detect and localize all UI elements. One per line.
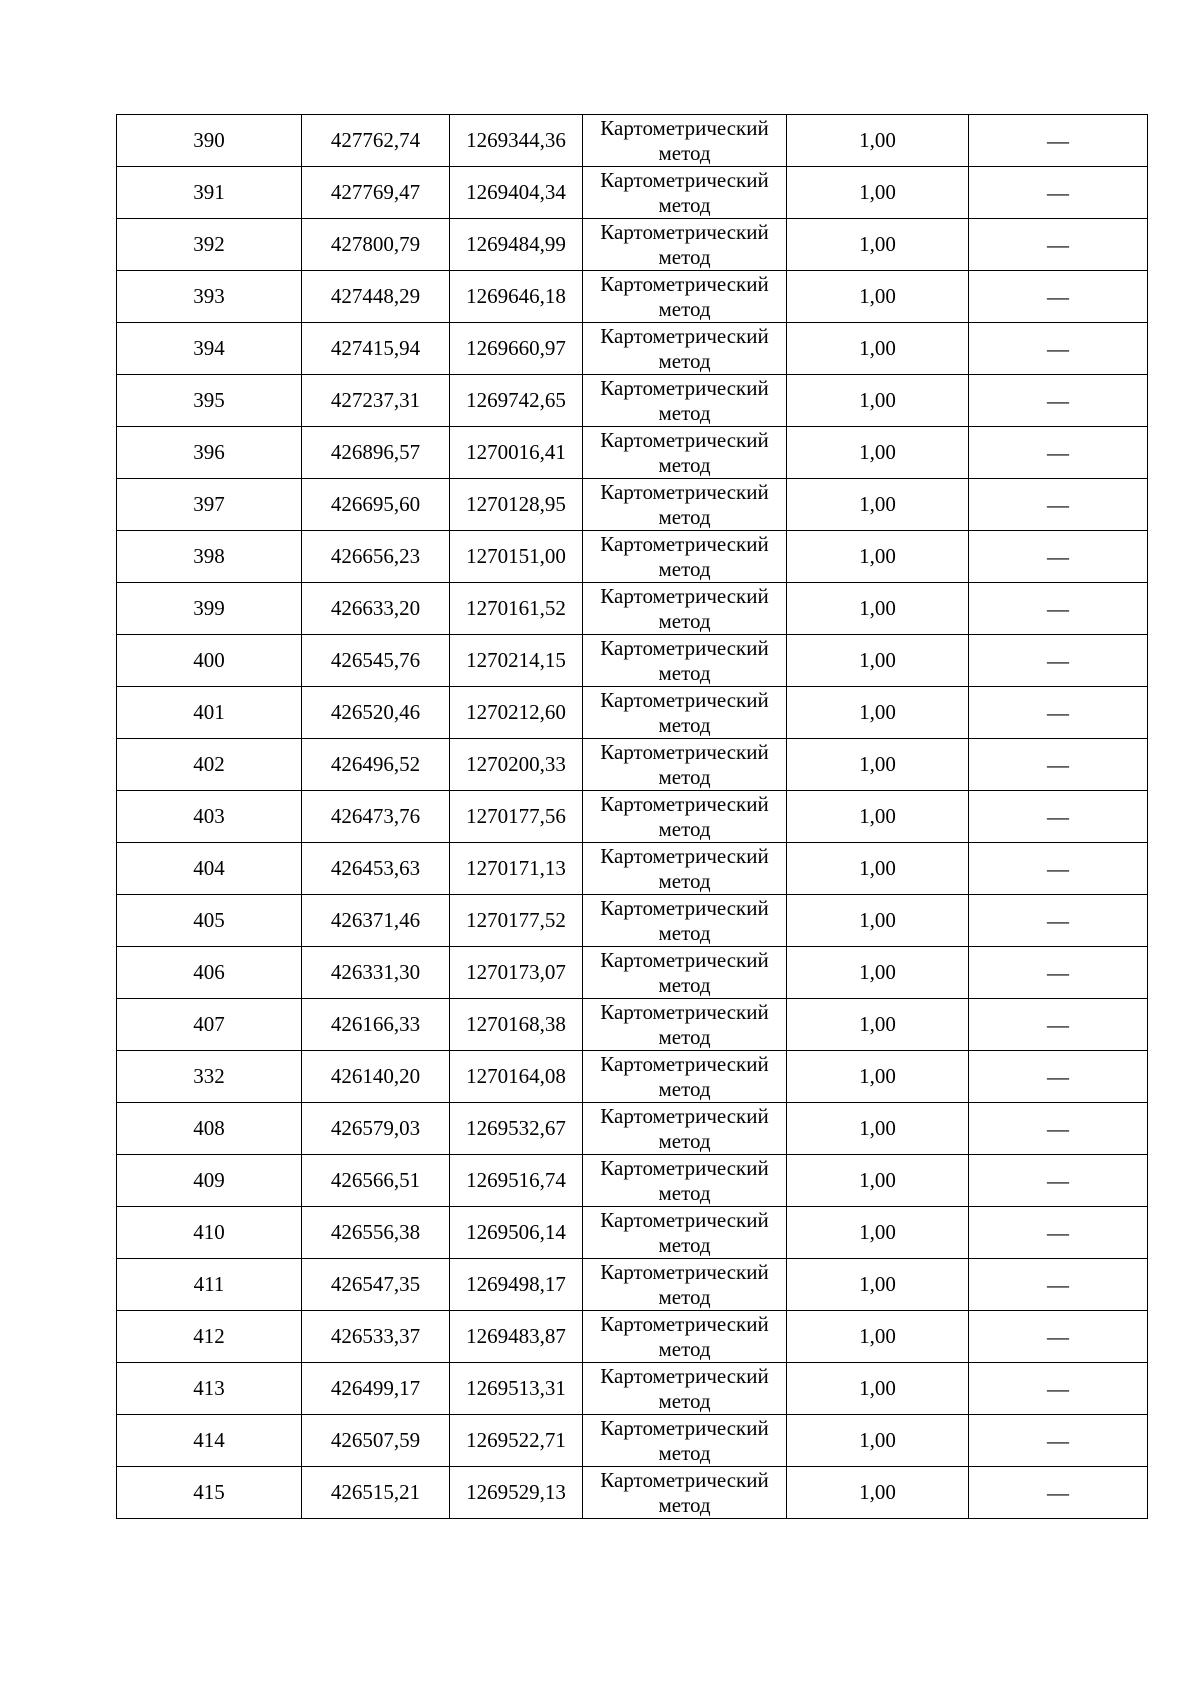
y-coordinate-cell: 1270173,07	[450, 947, 583, 999]
method-cell	[583, 1467, 787, 1519]
note-cell: —	[969, 1207, 1148, 1259]
x-coordinate-cell: 426533,37	[302, 1311, 450, 1363]
method-text-line-1: Картометрический	[600, 1051, 769, 1076]
coordinates-table-body	[117, 115, 1148, 1519]
method-text-line-1: Картометрический	[600, 375, 769, 400]
note-cell: —	[969, 219, 1148, 271]
method-text-line-1: Картометрический	[600, 323, 769, 348]
method-cell	[583, 687, 787, 739]
method-text-line-2: метод	[658, 712, 711, 737]
method-text-line-1: Картометрический	[600, 219, 769, 244]
note-cell: —	[969, 427, 1148, 479]
table-row	[117, 115, 1148, 167]
accuracy-cell: 1,00	[787, 739, 969, 791]
table-row	[117, 583, 1148, 635]
method-text-line-1: Картометрический	[600, 687, 769, 712]
note-cell: —	[969, 167, 1148, 219]
table-row	[117, 1415, 1148, 1467]
point-number-cell: 391	[117, 167, 302, 219]
y-coordinate-cell: 1269742,65	[450, 375, 583, 427]
method-cell	[583, 1415, 787, 1467]
method-text-line-1: Картометрический	[600, 1467, 769, 1492]
point-number-cell: 395	[117, 375, 302, 427]
method-text-line-1: Картометрический	[600, 635, 769, 660]
note-cell: —	[969, 583, 1148, 635]
accuracy-cell: 1,00	[787, 635, 969, 687]
x-coordinate-cell: 426496,52	[302, 739, 450, 791]
accuracy-cell: 1,00	[787, 479, 969, 531]
accuracy-cell: 1,00	[787, 1415, 969, 1467]
x-coordinate-cell: 426507,59	[302, 1415, 450, 1467]
method-cell	[583, 271, 787, 323]
y-coordinate-cell: 1270151,00	[450, 531, 583, 583]
method-text-line-1: Картометрический	[600, 1103, 769, 1128]
accuracy-cell: 1,00	[787, 999, 969, 1051]
accuracy-cell: 1,00	[787, 271, 969, 323]
x-coordinate-cell: 426499,17	[302, 1363, 450, 1415]
x-coordinate-cell: 426633,20	[302, 583, 450, 635]
method-text-line-1: Картометрический	[600, 843, 769, 868]
method-text-line-2: метод	[658, 504, 711, 529]
method-text-line-1: Картометрический	[600, 427, 769, 452]
method-text-line-2: метод	[658, 1232, 711, 1257]
point-number-cell: 392	[117, 219, 302, 271]
point-number-cell: 413	[117, 1363, 302, 1415]
accuracy-cell: 1,00	[787, 947, 969, 999]
accuracy-cell: 1,00	[787, 843, 969, 895]
x-coordinate-cell: 427237,31	[302, 375, 450, 427]
y-coordinate-cell: 1269498,17	[450, 1259, 583, 1311]
point-number-cell: 402	[117, 739, 302, 791]
method-text-line-2: метод	[658, 400, 711, 425]
table-row	[117, 1363, 1148, 1415]
table-row	[117, 947, 1148, 999]
note-cell: —	[969, 531, 1148, 583]
x-coordinate-cell: 426566,51	[302, 1155, 450, 1207]
point-number-cell: 408	[117, 1103, 302, 1155]
method-text-line-1: Картометрический	[600, 1207, 769, 1232]
y-coordinate-cell: 1270177,52	[450, 895, 583, 947]
method-text-line-2: метод	[658, 1128, 711, 1153]
accuracy-cell: 1,00	[787, 167, 969, 219]
method-cell	[583, 531, 787, 583]
method-text-line-2: метод	[658, 1180, 711, 1205]
point-number-cell: 407	[117, 999, 302, 1051]
method-text-line-1: Картометрический	[600, 999, 769, 1024]
method-text-line-2: метод	[658, 452, 711, 477]
method-cell	[583, 427, 787, 479]
method-text-line-2: метод	[658, 1284, 711, 1309]
method-cell	[583, 1363, 787, 1415]
method-text-line-2: метод	[658, 972, 711, 997]
y-coordinate-cell: 1269484,99	[450, 219, 583, 271]
method-text-line-1: Картометрический	[600, 531, 769, 556]
method-text-line-2: метод	[658, 764, 711, 789]
method-text-line-2: метод	[658, 868, 711, 893]
accuracy-cell: 1,00	[787, 1259, 969, 1311]
point-number-cell: 401	[117, 687, 302, 739]
point-number-cell: 403	[117, 791, 302, 843]
table-row	[117, 1155, 1148, 1207]
method-text-line-1: Картометрический	[600, 1259, 769, 1284]
y-coordinate-cell: 1269646,18	[450, 271, 583, 323]
method-text-line-1: Картометрический	[600, 1155, 769, 1180]
accuracy-cell: 1,00	[787, 531, 969, 583]
method-cell	[583, 947, 787, 999]
note-cell: —	[969, 1311, 1148, 1363]
accuracy-cell: 1,00	[787, 427, 969, 479]
note-cell: —	[969, 687, 1148, 739]
table-row	[117, 271, 1148, 323]
table-row	[117, 739, 1148, 791]
x-coordinate-cell: 426371,46	[302, 895, 450, 947]
note-cell: —	[969, 271, 1148, 323]
accuracy-cell: 1,00	[787, 1051, 969, 1103]
method-text-line-1: Картометрический	[600, 1415, 769, 1440]
y-coordinate-cell: 1270214,15	[450, 635, 583, 687]
note-cell: —	[969, 843, 1148, 895]
point-number-cell: 414	[117, 1415, 302, 1467]
method-text-line-1: Картометрический	[600, 271, 769, 296]
note-cell: —	[969, 1259, 1148, 1311]
y-coordinate-cell: 1270128,95	[450, 479, 583, 531]
method-cell	[583, 167, 787, 219]
x-coordinate-cell: 427800,79	[302, 219, 450, 271]
table-row	[117, 843, 1148, 895]
note-cell: —	[969, 947, 1148, 999]
x-coordinate-cell: 426453,63	[302, 843, 450, 895]
table-row	[117, 999, 1148, 1051]
note-cell: —	[969, 115, 1148, 167]
table-row	[117, 1051, 1148, 1103]
method-text-line-1: Картометрический	[600, 739, 769, 764]
method-text-line-2: метод	[658, 920, 711, 945]
method-text-line-1: Картометрический	[600, 167, 769, 192]
note-cell: —	[969, 1051, 1148, 1103]
method-cell	[583, 1155, 787, 1207]
method-text-line-2: метод	[658, 1440, 711, 1465]
note-cell: —	[969, 479, 1148, 531]
y-coordinate-cell: 1269513,31	[450, 1363, 583, 1415]
y-coordinate-cell: 1269660,97	[450, 323, 583, 375]
method-text-line-2: метод	[658, 816, 711, 841]
point-number-cell: 405	[117, 895, 302, 947]
method-text-line-2: метод	[658, 192, 711, 217]
note-cell: —	[969, 375, 1148, 427]
method-text-line-1: Картометрический	[600, 115, 769, 140]
y-coordinate-cell: 1269483,87	[450, 1311, 583, 1363]
point-number-cell: 415	[117, 1467, 302, 1519]
y-coordinate-cell: 1269529,13	[450, 1467, 583, 1519]
note-cell: —	[969, 635, 1148, 687]
point-number-cell: 404	[117, 843, 302, 895]
x-coordinate-cell: 427415,94	[302, 323, 450, 375]
table-row	[117, 479, 1148, 531]
method-cell	[583, 1051, 787, 1103]
note-cell: —	[969, 739, 1148, 791]
accuracy-cell: 1,00	[787, 1103, 969, 1155]
table-row	[117, 1207, 1148, 1259]
y-coordinate-cell: 1269506,14	[450, 1207, 583, 1259]
table-row	[117, 687, 1148, 739]
method-cell	[583, 1259, 787, 1311]
x-coordinate-cell: 426545,76	[302, 635, 450, 687]
x-coordinate-cell: 426473,76	[302, 791, 450, 843]
y-coordinate-cell: 1270212,60	[450, 687, 583, 739]
method-cell	[583, 1103, 787, 1155]
note-cell: —	[969, 1467, 1148, 1519]
table-row	[117, 1467, 1148, 1519]
method-text-line-2: метод	[658, 140, 711, 165]
table-row	[117, 323, 1148, 375]
point-number-cell: 394	[117, 323, 302, 375]
x-coordinate-cell: 427448,29	[302, 271, 450, 323]
point-number-cell: 400	[117, 635, 302, 687]
x-coordinate-cell: 426556,38	[302, 1207, 450, 1259]
point-number-cell: 390	[117, 115, 302, 167]
x-coordinate-cell: 427762,74	[302, 115, 450, 167]
y-coordinate-cell: 1269404,34	[450, 167, 583, 219]
method-cell	[583, 479, 787, 531]
note-cell: —	[969, 895, 1148, 947]
x-coordinate-cell: 426166,33	[302, 999, 450, 1051]
method-text-line-2: метод	[658, 1076, 711, 1101]
method-cell	[583, 583, 787, 635]
y-coordinate-cell: 1269516,74	[450, 1155, 583, 1207]
method-cell	[583, 1311, 787, 1363]
accuracy-cell: 1,00	[787, 1363, 969, 1415]
point-number-cell: 409	[117, 1155, 302, 1207]
method-text-line-2: метод	[658, 1388, 711, 1413]
y-coordinate-cell: 1270016,41	[450, 427, 583, 479]
method-cell	[583, 843, 787, 895]
table-row	[117, 427, 1148, 479]
point-number-cell: 397	[117, 479, 302, 531]
y-coordinate-cell: 1270200,33	[450, 739, 583, 791]
x-coordinate-cell: 426515,21	[302, 1467, 450, 1519]
y-coordinate-cell: 1270164,08	[450, 1051, 583, 1103]
accuracy-cell: 1,00	[787, 1155, 969, 1207]
point-number-cell: 399	[117, 583, 302, 635]
point-number-cell: 332	[117, 1051, 302, 1103]
y-coordinate-cell: 1270171,13	[450, 843, 583, 895]
accuracy-cell: 1,00	[787, 1207, 969, 1259]
method-cell	[583, 999, 787, 1051]
point-number-cell: 393	[117, 271, 302, 323]
x-coordinate-cell: 426520,46	[302, 687, 450, 739]
coordinates-table	[116, 114, 1148, 1519]
method-text-line-2: метод	[658, 296, 711, 321]
accuracy-cell: 1,00	[787, 375, 969, 427]
method-text-line-1: Картометрический	[600, 895, 769, 920]
method-text-line-1: Картометрический	[600, 1311, 769, 1336]
accuracy-cell: 1,00	[787, 219, 969, 271]
method-text-line-1: Картометрический	[600, 583, 769, 608]
table-row	[117, 895, 1148, 947]
x-coordinate-cell: 426140,20	[302, 1051, 450, 1103]
method-cell	[583, 219, 787, 271]
table-row	[117, 635, 1148, 687]
y-coordinate-cell: 1270161,52	[450, 583, 583, 635]
table-row	[117, 219, 1148, 271]
accuracy-cell: 1,00	[787, 583, 969, 635]
table-row	[117, 791, 1148, 843]
point-number-cell: 410	[117, 1207, 302, 1259]
method-text-line-2: метод	[658, 608, 711, 633]
method-text-line-1: Картометрический	[600, 479, 769, 504]
point-number-cell: 411	[117, 1259, 302, 1311]
accuracy-cell: 1,00	[787, 791, 969, 843]
method-text-line-2: метод	[658, 348, 711, 373]
method-cell	[583, 375, 787, 427]
method-text-line-2: метод	[658, 556, 711, 581]
accuracy-cell: 1,00	[787, 323, 969, 375]
point-number-cell: 412	[117, 1311, 302, 1363]
note-cell: —	[969, 1415, 1148, 1467]
method-text-line-1: Картометрический	[600, 1363, 769, 1388]
table-row	[117, 375, 1148, 427]
method-cell	[583, 115, 787, 167]
y-coordinate-cell: 1269344,36	[450, 115, 583, 167]
table-row	[117, 167, 1148, 219]
method-text-line-2: метод	[658, 1492, 711, 1517]
note-cell: —	[969, 1363, 1148, 1415]
method-cell	[583, 895, 787, 947]
note-cell: —	[969, 1155, 1148, 1207]
y-coordinate-cell: 1270168,38	[450, 999, 583, 1051]
point-number-cell: 396	[117, 427, 302, 479]
accuracy-cell: 1,00	[787, 687, 969, 739]
method-cell	[583, 635, 787, 687]
accuracy-cell: 1,00	[787, 895, 969, 947]
note-cell: —	[969, 999, 1148, 1051]
note-cell: —	[969, 323, 1148, 375]
table-row	[117, 531, 1148, 583]
method-text-line-1: Картометрический	[600, 791, 769, 816]
method-text-line-2: метод	[658, 1024, 711, 1049]
method-cell	[583, 739, 787, 791]
table-row	[117, 1259, 1148, 1311]
method-text-line-2: метод	[658, 1336, 711, 1361]
method-text-line-2: метод	[658, 660, 711, 685]
accuracy-cell: 1,00	[787, 1311, 969, 1363]
x-coordinate-cell: 426896,57	[302, 427, 450, 479]
x-coordinate-cell: 426331,30	[302, 947, 450, 999]
note-cell: —	[969, 1103, 1148, 1155]
point-number-cell: 406	[117, 947, 302, 999]
accuracy-cell: 1,00	[787, 115, 969, 167]
table-row	[117, 1311, 1148, 1363]
method-cell	[583, 1207, 787, 1259]
note-cell: —	[969, 791, 1148, 843]
table-row	[117, 1103, 1148, 1155]
x-coordinate-cell: 427769,47	[302, 167, 450, 219]
x-coordinate-cell: 426547,35	[302, 1259, 450, 1311]
x-coordinate-cell: 426695,60	[302, 479, 450, 531]
y-coordinate-cell: 1270177,56	[450, 791, 583, 843]
method-text-line-1: Картометрический	[600, 947, 769, 972]
point-number-cell: 398	[117, 531, 302, 583]
y-coordinate-cell: 1269532,67	[450, 1103, 583, 1155]
accuracy-cell: 1,00	[787, 1467, 969, 1519]
y-coordinate-cell: 1269522,71	[450, 1415, 583, 1467]
method-cell	[583, 323, 787, 375]
method-cell	[583, 791, 787, 843]
x-coordinate-cell: 426656,23	[302, 531, 450, 583]
method-text-line-2: метод	[658, 244, 711, 269]
x-coordinate-cell: 426579,03	[302, 1103, 450, 1155]
